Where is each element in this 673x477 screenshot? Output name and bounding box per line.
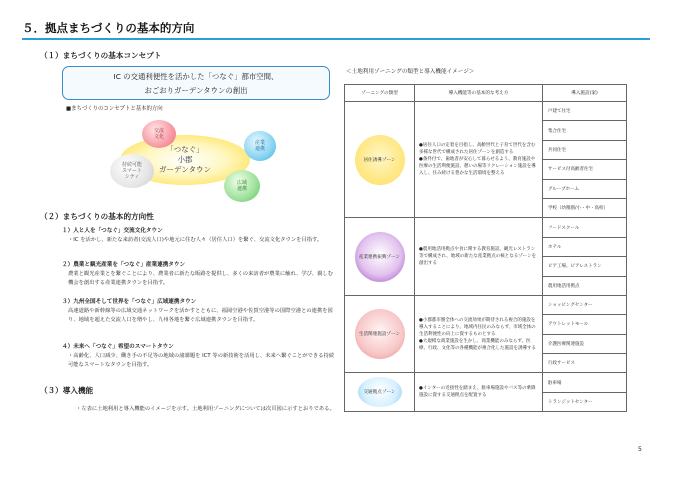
zoning-table — [344, 84, 627, 412]
smart-city-circle — [110, 154, 154, 188]
section1-heading: （１）まちづくりの基本コンセプト — [40, 51, 162, 60]
header-facilities: 導入施設(案) — [543, 85, 627, 102]
direction-4-title: ４）未来へ「つなぐ」希望のスマートタウン — [62, 344, 174, 350]
facility-cell: 共同住宅 — [543, 140, 627, 159]
direction-1-title: １）人と人を「つなぐ」交流文化タウン — [62, 228, 163, 234]
section3-heading: （３）導入機能 — [40, 386, 94, 395]
facility-cell: 学校（幼稚園/小・中・高校） — [543, 198, 627, 217]
direction-3-body: 高速道路や新幹線等の広域交通ネットワークを活かすとともに、福岡空港や佐賀空港等の国際空港との連携を図り、地域を超えた交流人口を増やし、九州各地を繋ぐ広域連携タウンを目指す。 — [68, 308, 333, 323]
zone-cell — [345, 295, 415, 373]
facility-cell: グループホーム — [543, 179, 627, 198]
facility-cell: 農用地活用拠点 — [543, 276, 627, 295]
zone-description: ●居住人口の定着を目指し、高齢世代と子育て世代を含む多様な世代で構成された居住ゾーンを創造する ●条件付で、歯地者が安心して暮らせるよう、教育施設や医療の生活利便施設、憩いの場等リクレーション施設を導入し、住み続ける豊かな生活環境を整える — [415, 102, 543, 218]
direction-4-body: ・高齢化、人口減少、働き手の不足等の地域の諸課題を ICT 等の新技術を活用し、未来へ繋ぐことができる持続可能なスマートなタウンを目指す。 — [68, 353, 335, 368]
header-basic-concept: 導入機能等の基本的な考え方 — [415, 85, 543, 102]
page-title: ５．拠点まちづくりの基本的方向 — [22, 21, 195, 35]
zone-description: ●インターの近接性を踏まえ、駐車場施設やバス等の乗降施設に資する交通拠点を配置する — [415, 373, 543, 412]
facility-cell: 戸建て住宅 — [543, 102, 627, 121]
wide-line1: 広域 — [236, 179, 247, 186]
zone-description: ●小郡都市圏全体への交流効果が期待される複合的施設を導入することにより、地域内住民のみならず、市域全体の生活利便性の向上に資するものとする ●大規模な商業施設を生かし、商業機能のみならず、医療、行政、文化等の各種機能が複合化した施設を誘導する — [415, 295, 543, 373]
main-line1: 「つなぐ」 — [166, 145, 204, 154]
direction-2-body: 農業と観光産業とを繋ぐことにより、農業者に新たな販路を提供し、多くの来訪者が農業に触れ、学び、親しむ機会を創出する産業連携タウンを目指す。 — [68, 271, 333, 286]
diagram-label: ■まちづくりのコンセプトと基本的方向 — [66, 106, 163, 112]
title-underline — [22, 38, 650, 40]
facility-cell: サービス付高齢者住宅 — [543, 160, 627, 179]
table-row — [345, 218, 627, 237]
concept-line1: IC の交通利便性を活かした「つなぐ」都市空間、 — [113, 72, 279, 81]
direction-2-title: ２）農業と観光産業を「つなぐ」産業連携タウン — [62, 262, 186, 268]
page-number: 5 — [638, 446, 642, 453]
section2-heading: （２）まちづくりの基本的方向性 — [40, 212, 154, 221]
concept-box — [62, 66, 330, 100]
culture-circle — [142, 120, 176, 148]
facility-cell: フードスクール — [543, 218, 627, 237]
facility-cell: 駐車場 — [543, 373, 627, 392]
wide-line2: 連携 — [236, 186, 247, 192]
smart-line1: 持続可能 — [121, 161, 142, 168]
facility-cell: ピア工場、ピアレストラン — [543, 257, 627, 276]
culture-line1: 交流 — [153, 127, 164, 134]
zone-label-living: 生活関連施設ゾーン — [355, 309, 405, 359]
section3-body: ・左表に土地利用と導入機能のイメージを示す。土地利用ゾーニングについては次頁図に示すとおりである。 — [76, 406, 335, 412]
concept-line2: おごおりガーデンタウンの創出 — [144, 86, 248, 95]
facility-cell: 介護医療関連施設 — [543, 334, 627, 353]
table-row — [345, 295, 627, 314]
zone-label-transport: 交通拠点ゾーン — [358, 377, 402, 407]
table-row — [345, 373, 627, 392]
facility-cell: 集合住宅 — [543, 121, 627, 140]
zone-cell — [345, 373, 415, 412]
facility-cell: ホテル — [543, 237, 627, 256]
industry-circle — [244, 131, 276, 161]
facility-cell: アウトレットモール — [543, 315, 627, 334]
main-line2: 小郡 — [177, 155, 193, 164]
header-zone-type: ゾーニングの類型 — [345, 85, 415, 102]
smart-line3: シティ — [124, 174, 140, 181]
industry-line2: 連携 — [254, 146, 265, 152]
zone-cell — [345, 218, 415, 296]
facility-cell: 行政サービス — [543, 354, 627, 373]
main-line3: ガーデンタウン — [158, 165, 212, 174]
zoning-table-title: ＜土地利用ゾーニングの類型と導入機能イメージ＞ — [346, 69, 475, 75]
facility-cell: トランジットセンター — [543, 392, 627, 411]
table-row — [345, 102, 627, 121]
industry-line1: 産業 — [254, 139, 265, 146]
culture-line2: 文化 — [153, 134, 164, 140]
zone-label-residential: 居住誘導ゾーン — [355, 135, 405, 185]
zone-label-industry: 産業連携振興ゾーン — [355, 232, 405, 282]
wide-area-circle — [224, 170, 260, 202]
zone-description: ●農用地活用拠点や食に関する教育施設、観光レストラン等で構成され、地域の新たな産業拠点の核となるゾーンを創出する — [415, 218, 543, 296]
direction-3-title: ３）九州全国そして世界を「つなぐ」広域連携タウン — [62, 299, 197, 305]
facility-cell: ショッピングセンター — [543, 295, 627, 314]
smart-line2: スマート — [122, 167, 142, 174]
zone-cell — [345, 102, 415, 218]
direction-1-body: ・IC を活かし、新たな来訪者(交流人口)や地元に住む人々（居住人口）を繋ぐ、交流文化タウンを目指す。 — [68, 237, 323, 243]
